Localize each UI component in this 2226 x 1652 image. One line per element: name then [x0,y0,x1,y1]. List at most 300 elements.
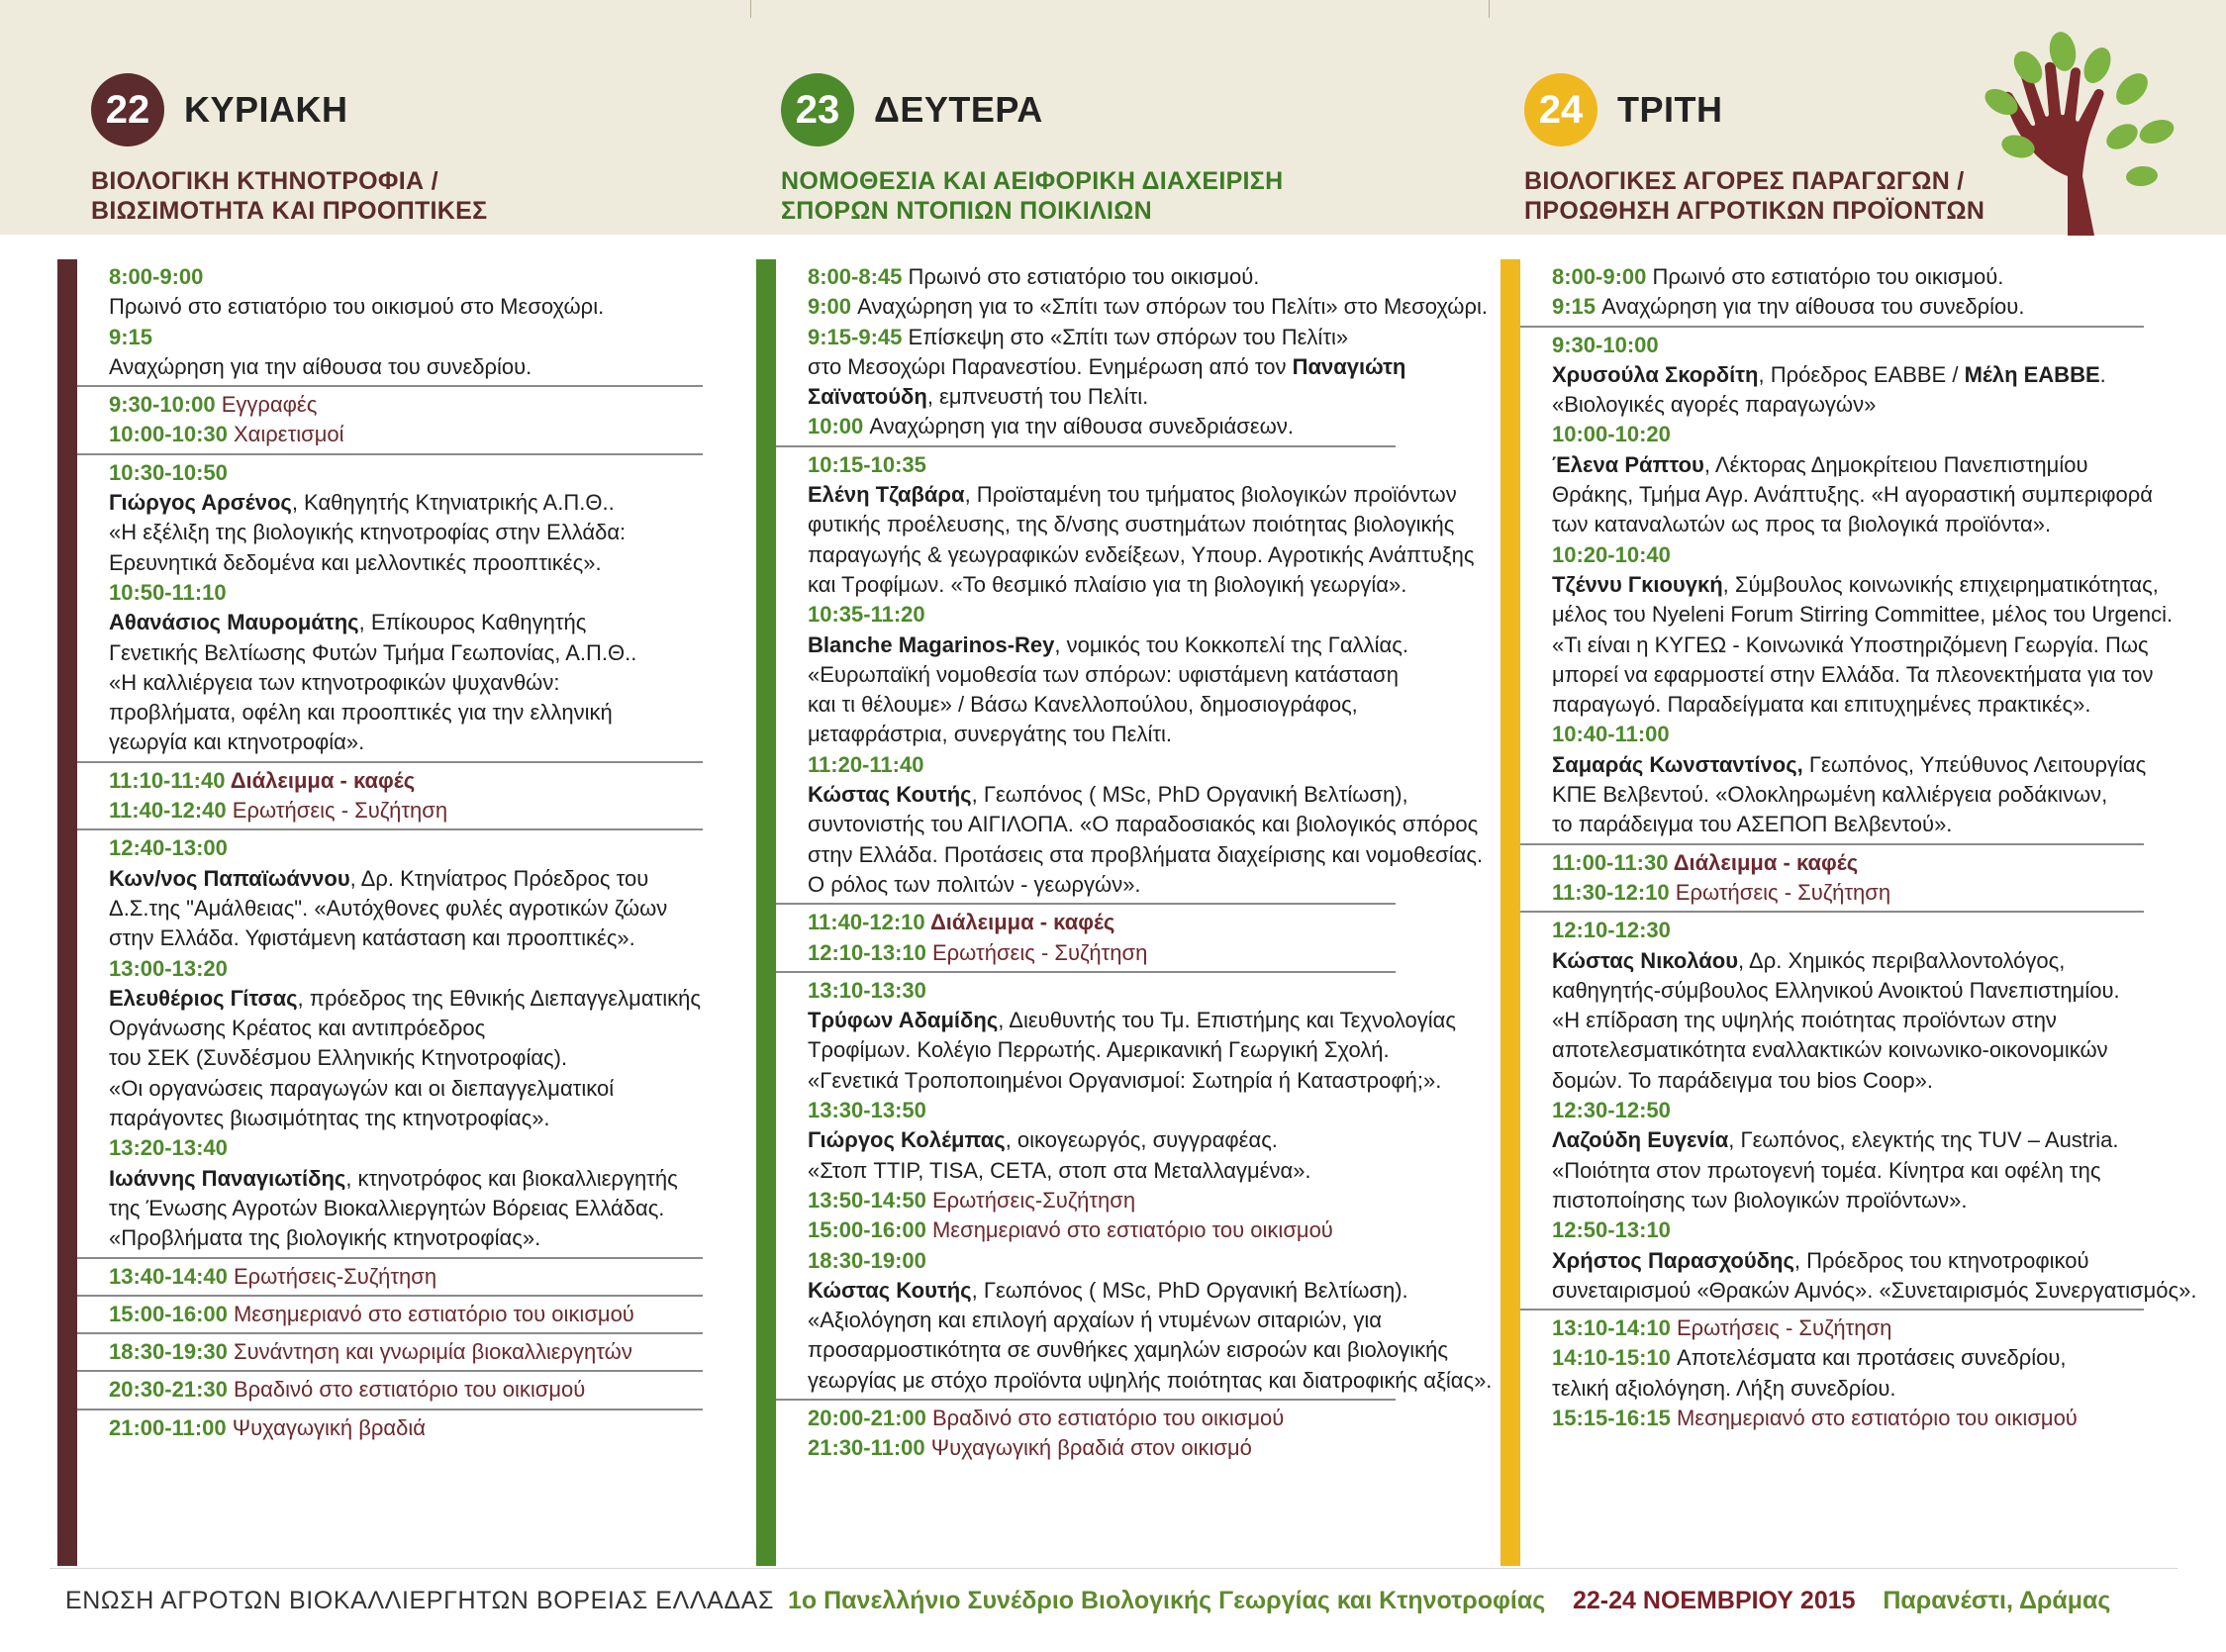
schedule-line [1552,660,2154,690]
schedule-line [1552,510,2136,539]
time-label: 13:10-13:30 [808,977,926,1003]
schedule-line [109,262,695,292]
schedule-line [109,1223,695,1253]
schedule-block [77,830,703,1258]
description-text: , Πρόεδρος του κτηνοτροφικού [1793,1247,2089,1273]
time-label: 15:00-16:00 [808,1217,932,1243]
schedule-line [1552,1066,2136,1096]
conference-place: Παρανέστι, Δράμας [1883,1587,2111,1614]
schedule-line [1552,780,2136,810]
description-text: , νομικός του Κοκκοπελί της Γαλλίας. [1054,632,1408,657]
schedule-block [1520,1311,2144,1436]
description-text: «Οι οργανώσεις παραγωγών και οι διεπαγγελματικοί [109,1075,615,1101]
description-text: Πρωινό στο εστιατόριο του οικισμού. [1652,264,2004,289]
schedule-line [808,412,1388,441]
schedule-line [808,660,1399,690]
description-text: συντονιστής του ΑΙΓΙΛΟΠΑ. «Ο παραδοσιακός και βιολογικός σπόρος [808,812,1479,837]
schedule-line [1552,1215,2136,1245]
schedule-line [109,1104,695,1133]
schedule-block [776,973,1493,1401]
time-label: 12:50-13:10 [1552,1217,1671,1243]
schedule-line [109,984,701,1014]
description-text: προσαρμοστικότητα σε συνθήκες χαμηλών εισροών και βιολογικής [808,1337,1448,1363]
schedule-line [1552,1186,2136,1215]
time-label: 13:30-13:50 [808,1098,926,1123]
description-text: συνεταιρισμού «Θρακών Αμνός». «Συνεταιρισμός Συνεργατισμός». [1552,1277,2197,1303]
description-text: «Τι είναι η ΚΥΓΕΩ - Κοινωνικά Υποστηριζόμενη Γεωργία. Πως [1552,632,2149,657]
speaker-name: Κώστας Κουτής [808,1277,972,1303]
description-text: , Προϊσταμένη του τμήματος βιολογικών προϊόντων [964,482,1457,508]
description-text: , Λέκτορας Δημοκρίτειου Πανεπιστημίου [1703,451,2088,477]
event-label: Ψυχαγωγική βραδιά στον οικισμό [930,1435,1252,1461]
time-label: 9:30-10:00 [1552,332,1659,357]
day-theme-line: ΒΙΩΣΙΜΟΤΗΤΑ ΚΑΙ ΠΡΟΟΠΤΙΚΕΣ [91,197,488,225]
event-label: Μεσημεριανό στο εστιατόριο του οικισμού [931,1217,1333,1243]
schedule-block [77,1334,703,1372]
time-label: 11:40-12:10 [808,910,930,935]
speaker-name: Ελένη Τζαβάρα [808,482,965,508]
schedule-block [77,763,703,831]
schedule-line [109,578,695,608]
description-text: , Πρόεδρος ΕΑΒΒΕ / [1758,361,1965,387]
schedule-line [109,1074,695,1104]
schedule-line [109,1262,695,1292]
description-text: , εμπνευστή του Πελίτι. [926,384,1149,410]
schedule-line [109,420,695,449]
speaker-name: Ιωάννης Παναγιωτίδης [109,1165,346,1191]
schedule-line [808,1215,1388,1245]
schedule-line [1552,600,2174,630]
footer-divider [49,1568,2178,1569]
schedule-line [808,938,1388,968]
event-label: Διάλειμμα - καφές [230,767,416,793]
schedule-line [1552,1246,2136,1276]
schedule-block [77,1410,703,1446]
schedule-line [808,352,1406,382]
description-text: Γενετικής Βελτίωσης Φυτών Τμήμα Γεωπονίας, Α.Π.Θ.. [109,639,637,665]
schedule-line [808,1186,1388,1215]
time-label: 21:00-11:00 [109,1414,233,1440]
speaker-name: Κώστας Κουτής [808,782,972,808]
description-text: Αναχώρηση για την αίθουσα του συνεδρίου. [1601,294,2025,320]
schedule-list [776,259,1493,1467]
time-label: 9:15 [1552,294,1602,320]
time-label: 21:30-11:00 [808,1435,931,1461]
description-text: Ο ρόλος των πολιτών - γεωργών». [808,871,1141,897]
schedule-line [808,1276,1408,1306]
schedule-line [1552,1374,2136,1404]
time-label: 15:00-16:00 [109,1301,234,1326]
description-text: Οργάνωσης Κρέατος και αντιπρόεδρος [109,1016,486,1041]
event-label: Συνάντηση και γνωριμία βιοκαλλιεργητών [233,1339,632,1365]
schedule-line [808,1335,1448,1365]
speaker-name: Λαζούδη Ευγενία [1552,1127,1729,1153]
time-label: 12:40-13:00 [109,835,228,861]
schedule-line [109,1337,695,1367]
time-label: 18:30-19:30 [109,1339,234,1365]
schedule-block [776,1401,1396,1467]
description-text: «Ποιότητα στον πρωτογενή τομέα. Κίνητρα και οφέλη της [1552,1157,2101,1183]
schedule-line [808,631,1408,660]
schedule-line [1552,1343,2136,1373]
schedule-line [808,1096,1388,1125]
description-text: Αναχώρηση για την αίθουσα συνεδριάσεων. [869,414,1294,439]
description-text: δομών. Το παράδειγμα του bios Coop». [1552,1067,1933,1093]
conference-title: 1ο Πανελλήνιο Συνέδριο Βιολογικής Γεωργίας και Κτηνοτροφίας [788,1587,1546,1614]
description-text: , Δρ. Χημικός περιβαλλοντολόγος, [1738,947,2066,973]
schedule-line [808,1066,1442,1096]
description-text: Τροφίμων. Κολέγιο Περρωτής. Αμερικανική Γεωργική Σχολή. [808,1037,1390,1063]
schedule-line [109,1300,695,1329]
speaker-name: Ελευθέριος Γίτσας [109,985,298,1011]
schedule-line [1552,750,2147,780]
description-text: «Γενετικά Τροποποιημένοι Οργανισμοί: Σωτηρία ή Καταστροφή;». [808,1067,1442,1093]
schedule-line [1552,916,2136,945]
schedule-line [109,638,695,668]
schedule-line [109,1133,695,1163]
schedule-line [808,262,1388,292]
day-theme-line: ΒΙΟΛΟΓΙΚΗ ΚΤΗΝΟΤΡΟΦΙΑ / [91,167,438,195]
time-label: 10:50-11:10 [109,579,227,605]
description-text: Αναχώρηση για το «Σπίτι των σπόρων του Πελίτι» στο Μεσοχώρι. [857,294,1488,320]
description-text: Ερευνητικά δεδομένα και μελλοντικές προοπτικές». [109,549,602,575]
schedule-block [1520,259,2144,328]
schedule-block [77,387,703,455]
column-accent-bar [57,259,77,1566]
schedule-line [1552,848,2136,878]
description-text: «Αξιολόγηση και επιλογή αρχαίων ή ντυμένων σιταριών, για [808,1308,1383,1333]
description-text: , Γεωπόνος ( MSc, PhD Οργανική Βελτίωση). [971,1277,1408,1303]
event-label: Ερωτήσεις - Συζήτηση [1675,879,1891,905]
description-text: της Ένωσης Αγροτών Βιοκαλλιεργητών Βόρειας Ελλάδας. [109,1195,665,1220]
schedule-block [1520,913,2197,1311]
event-label: Χαιρετισμοί [233,422,344,447]
day-name: ΤΡΙΤΗ [1617,89,1723,130]
speaker-name: Σαϊνατούδη [808,384,927,410]
schedule-line [109,1164,695,1194]
description-text: του ΣΕΚ (Συνδέσμου Ελληνικής Κτηνοτροφίας). [109,1045,568,1071]
description-text: «Στοπ TTIP, TISA, CETA, στοπ στα Μεταλλαγμένα». [808,1157,1311,1183]
description-text: . [2099,361,2106,387]
time-label: 10:00 [808,414,870,439]
time-label: 9:00 [808,294,858,320]
schedule-line [1552,570,2159,600]
speaker-name: Blanche Magarinos-Rey [808,632,1055,657]
description-text: ΚΠΕ Βελβεντού. «Ολοκληρωμένη καλλιέργεια ροδάκινων, [1552,782,2108,808]
time-label: 13:20-13:40 [109,1135,228,1161]
schedule-line [1552,1156,2136,1186]
time-label: 11:10-11:40 [109,767,231,793]
schedule-line [109,1014,695,1043]
event-label: Ερωτήσεις - Συζήτηση [931,939,1148,965]
description-text: τελική αξιολόγηση. Λήξη συνεδρίου. [1552,1375,1896,1401]
time-label: 10:20-10:40 [1552,541,1671,567]
schedule-block [1520,328,2174,845]
time-label: 13:50-14:50 [808,1187,932,1213]
event-label: Εγγραφές [221,392,318,418]
day-theme-line: ΝΟΜΟΘΕΣΙΑ ΚΑΙ ΑΕΙΦΟΡΙΚΗ ΔΙΑΧΕΙΡΙΣΗ [781,167,1284,195]
speaker-name: Μέλη ΕΑΒΒΕ [1964,361,2100,387]
schedule-line [1552,450,2136,480]
time-label: 9:30-10:00 [109,392,222,418]
schedule-block [776,905,1396,973]
schedule-line [808,323,1388,352]
description-text: Πρωινό στο εστιατόριο του οικισμού στο Μεσοχώρι. [109,294,605,320]
event-label: Ερωτήσεις - Συζήτηση [232,798,448,824]
schedule-line [1552,720,2136,749]
description-text: και τι θέλουμε» / Βάσω Κανελλοπούλου, δημοσιογράφος, [808,692,1358,718]
schedule-line [1552,540,2136,570]
description-text: των καταναλωτών ως προς τα βιολογικά προϊόντα». [1552,512,2052,537]
schedule-line [808,1404,1388,1433]
description-text: , Γεωπόνος, ελεγκτής της TUV – Austria. [1728,1127,2119,1153]
time-label: 9:15 [109,324,153,349]
time-label: 10:30-10:50 [109,459,228,485]
speaker-name: Χρυσούλα Σκορδίτη [1552,361,1759,387]
event-label: Ψυχαγωγική βραδιά [232,1414,427,1440]
header-divider [750,0,751,18]
schedule-line [808,570,1407,600]
schedule-line [109,1043,695,1073]
schedule-line [1552,1006,2136,1035]
schedule-line [808,382,1388,412]
schedule-block [1520,845,2144,914]
description-text: «Προβλήματα της βιολογικής κτηνοτροφίας». [109,1225,541,1251]
schedule-line [109,668,695,698]
footer-conference [788,1584,2110,1617]
description-text: μέλος του Nyeleni Forum Stirring Committee, μέλος του Urgenci. [1552,602,2174,628]
day-theme [91,166,487,226]
schedule-line [1552,292,2136,322]
schedule-list [77,259,703,1446]
schedule-block [77,259,703,387]
description-text: παράγοντες βιωσιμότητας της κτηνοτροφίας». [109,1106,550,1131]
schedule-line [808,1125,1388,1155]
description-text: Γεωπόνος, Υπεύθυνος Λειτουργίας [1802,751,2147,777]
schedule-line [808,1433,1388,1463]
description-text: Δ.Σ.της "Αμάλθειας". «Αυτόχθονες φυλές αγροτικών ζώων [109,895,668,921]
schedule-line [808,780,1408,810]
description-text: «Ευρωπαϊκή νομοθεσία των σπόρων: υφιστάμενη κατάσταση [808,661,1399,687]
description-text: , Διευθυντής του Τμ. Επιστήμης και Τεχνολογίας [998,1008,1456,1033]
schedule-line [1552,360,2136,390]
time-label: 10:00-10:20 [1552,422,1671,447]
schedule-line [109,1194,695,1223]
schedule-line [808,1006,1456,1035]
description-text: καθηγητής-σύμβουλος Ελληνικού Ανοικτού Πανεπιστημίου. [1552,977,2120,1003]
time-label: 8:00-9:00 [109,264,204,289]
schedule-line [109,1413,695,1443]
time-label: 8:00-8:45 [808,264,909,289]
description-text: , Δρ. Κτηνίατρος Πρόεδρος του [349,865,649,891]
schedule-line [808,1156,1388,1186]
day-header-23 [781,73,1283,226]
schedule-block [77,455,703,763]
description-text: φυτικής προέλευσης, της δ/νσης συστημάτων ποιότητας βιολογικής [808,512,1455,537]
day-theme [781,166,1283,226]
schedule-line [109,728,695,757]
schedule-line [808,976,1388,1006]
event-label: Ερωτήσεις-Συζήτηση [233,1263,437,1289]
event-label: Διάλειμμα - καφές [929,910,1115,935]
time-label: 20:00-21:00 [808,1405,932,1430]
time-label: 12:10-12:30 [1552,918,1671,943]
schedule-line [1552,420,2136,449]
schedule-line [1552,331,2136,360]
speaker-name: Τρύφων Αδαμίδης [808,1008,999,1033]
description-text: Αποτελέσματα και προτάσεις συνεδρίου, [1676,1345,2067,1371]
header-divider [1489,0,1490,18]
schedule-line [109,548,695,578]
schedule-list [1520,259,2197,1436]
schedule-line [808,750,1388,780]
schedule-line [109,608,695,637]
description-text: προβλήματα, οφέλη και προοπτικές για την ελληνική [109,700,613,726]
schedule-line [808,450,1388,480]
event-label: Βραδινό στο εστιατόριο του οικισμού [233,1377,586,1403]
schedule-line [808,1306,1388,1335]
schedule-line [109,894,695,923]
schedule-line [109,698,695,728]
event-label: Ερωτήσεις-Συζήτηση [931,1187,1136,1213]
time-label: 13:10-14:10 [1552,1315,1677,1341]
description-text: , κτηνοτρόφος και βιοκαλλιεργητής [345,1165,678,1191]
day-theme-line: ΒΙΟΛΟΓΙΚΕΣ ΑΓΟΡΕΣ ΠΑΡΑΓΩΓΩΝ / [1524,167,1965,195]
time-label: 20:30-21:30 [109,1377,234,1403]
description-text: στο Μεσοχώρι Παρανεστίου. Ενημέρωση από τον [808,353,1293,379]
schedule-line [808,480,1457,510]
schedule-line [1552,946,2136,976]
description-text: το παράδειγμα του ΑΣΕΠΟΠ Βελβεντού». [1552,812,1953,837]
time-label: 10:40-11:00 [1552,722,1670,747]
schedule-line [109,458,695,488]
description-text: γεωργίας με στόχο προϊόντα υψηλής ποιότητας και διατροφικής αξίας». [808,1367,1493,1393]
time-label: 14:10-15:10 [1552,1345,1677,1371]
schedule-line [808,870,1388,900]
schedule-line [808,540,1475,570]
time-label: 10:00-10:30 [109,422,234,447]
schedule-line [1552,631,2149,660]
schedule-line [1552,262,2136,292]
schedule-line [109,864,695,894]
schedule-line [1552,1096,2136,1125]
schedule-line [808,1366,1493,1396]
description-text: μπορεί να εφαρμοστεί στην Ελλάδα. Τα πλεονεκτήματα για τον [1552,661,2154,687]
speaker-name: Σαμαράς Κωνσταντίνος, [1552,751,1803,777]
day-header-22 [91,73,487,226]
description-text: «Η καλλιέργεια των κτηνοτροφικών ψυχανθών: [109,669,560,695]
column-accent-bar [756,259,776,1566]
time-label: 8:00-9:00 [1552,264,1653,289]
schedule-line [109,1375,695,1405]
time-label: 12:30-12:50 [1552,1098,1671,1123]
column-accent-bar [1500,259,1520,1566]
conference-dates: 22-24 ΝΟΕΜΒΡΙΟΥ 2015 [1573,1587,1856,1614]
day-name: ΔΕΥΤΕΡΑ [874,89,1043,130]
schedule-line [109,518,695,547]
description-text: γεωργία και κτηνοτροφία». [109,729,365,755]
schedule-line [808,690,1388,720]
time-label: 11:20-11:40 [808,751,924,777]
event-label: Ερωτήσεις - Συζήτηση [1676,1315,1892,1341]
schedule-line [1552,878,2136,908]
footer-organization: ΕΝΩΣΗ ΑΓΡΟΤΩΝ ΒΙΟΚΑΛΛΙΕΡΓΗΤΩΝ ΒΟΡΕΙΑΣ ΕΛΛΑΔΑΣ [65,1587,775,1614]
day-name: ΚΥΡΙΑΚΗ [184,89,348,130]
description-text: Πρωινό στο εστιατόριο του οικισμού. [908,264,1260,289]
schedule-line [109,352,695,382]
schedule-line [109,292,695,322]
description-text: παραγωγής & γεωγραφικών ενδείξεων, Υπουρ. Αγροτικής Ανάπτυξης [808,541,1475,567]
schedule-line [1552,976,2136,1006]
schedule-line [808,510,1455,539]
schedule-line [808,1246,1388,1276]
schedule-line [109,766,695,796]
description-text: «Η εξέλιξη της βιολογικής κτηνοτροφίας στην Ελλάδα: [109,520,627,545]
schedule-line [1552,390,2136,420]
speaker-name: Αθανάσιος Μαυρομάτης [109,610,359,635]
description-text: παραγωγό. Παραδείγματα και επιτυχημένες πρακτικές». [1552,692,2091,718]
description-text: στην Ελλάδα. Προτάσεις στα προβλήματα διαχείρισης και νομοθεσίας. [808,841,1484,867]
day-number-badge: 22 [91,73,164,146]
schedule-block [776,447,1484,905]
schedule-line [1552,1404,2136,1433]
schedule-block [77,1297,703,1334]
time-label: 13:40-14:40 [109,1263,234,1289]
schedule-line [1552,1035,2136,1065]
time-label: 15:15-16:15 [1552,1405,1677,1430]
schedule-block [77,1372,703,1409]
time-label: 12:10-13:10 [808,939,932,965]
schedule-line [109,488,695,518]
day-theme-line: ΣΠΟΡΩΝ ΝΤΟΠΙΩΝ ΠΟΙΚΙΛΙΩΝ [781,197,1152,225]
time-label: 11:00-11:30 [1552,849,1674,875]
schedule-line [808,908,1388,937]
description-text: πιστοποίησης των βιολογικών προϊόντων». [1552,1187,1968,1213]
description-text: μεταφράστρια, συνεργάτης του Πελίτι. [808,722,1173,747]
description-text: «Η επίδραση της υψηλής ποιότητας προϊόντων στην [1552,1008,2057,1033]
event-label: Διάλειμμα - καφές [1673,849,1859,875]
description-text: , οικογεωργός, συγγραφέας. [1005,1127,1278,1153]
schedule-line [109,323,695,352]
description-text: και Τροφίμων. «Το θεσμικό πλαίσιο για τη βιολογική γεωργία». [808,571,1407,597]
speaker-name: Κων/νος Παπαϊωάννου [109,865,350,891]
schedule-line [1552,1276,2197,1306]
time-label: 10:35-11:20 [808,602,925,628]
schedule-line [109,796,695,826]
time-label: 11:30-12:10 [1552,879,1676,905]
time-label: 10:15-10:35 [808,451,926,477]
day-number-badge: 23 [781,73,854,146]
event-label: Μεσημεριανό στο εστιατόριο του οικισμού [1676,1405,2078,1430]
schedule-block [776,259,1488,447]
schedule-line [109,923,695,953]
speaker-name: Κώστας Νικολάου [1552,947,1739,973]
time-label: 18:30-19:00 [808,1247,926,1273]
description-text: , Γεωπόνος ( MSc, PhD Οργανική Βελτίωση), [971,782,1408,808]
description-text: , πρόεδρος της Εθνικής Διεπαγγελματικής [297,985,701,1011]
description-text: Θράκης, Τμήμα Αγρ. Ανάπτυξης. «Η αγοραστική συμπεριφορά [1552,482,2153,508]
description-text: , Επίκουρος Καθηγητής [358,610,587,635]
schedule-block [77,1259,703,1297]
event-label: Βραδινό στο εστιατόριο του οικισμού [931,1405,1285,1430]
speaker-name: Γιώργος Κολέμπας [808,1127,1006,1153]
description-text: , Καθηγητής Κτηνιατρικής Α.Π.Θ.. [291,490,615,516]
day-number-badge: 24 [1524,73,1597,146]
schedule-line [808,600,1388,630]
tree-hand-icon [1984,28,2181,236]
schedule-line [1552,1313,2136,1343]
description-text: , Σύμβουλος κοινωνικής επιχειρηματικότητας, [1722,571,2159,597]
